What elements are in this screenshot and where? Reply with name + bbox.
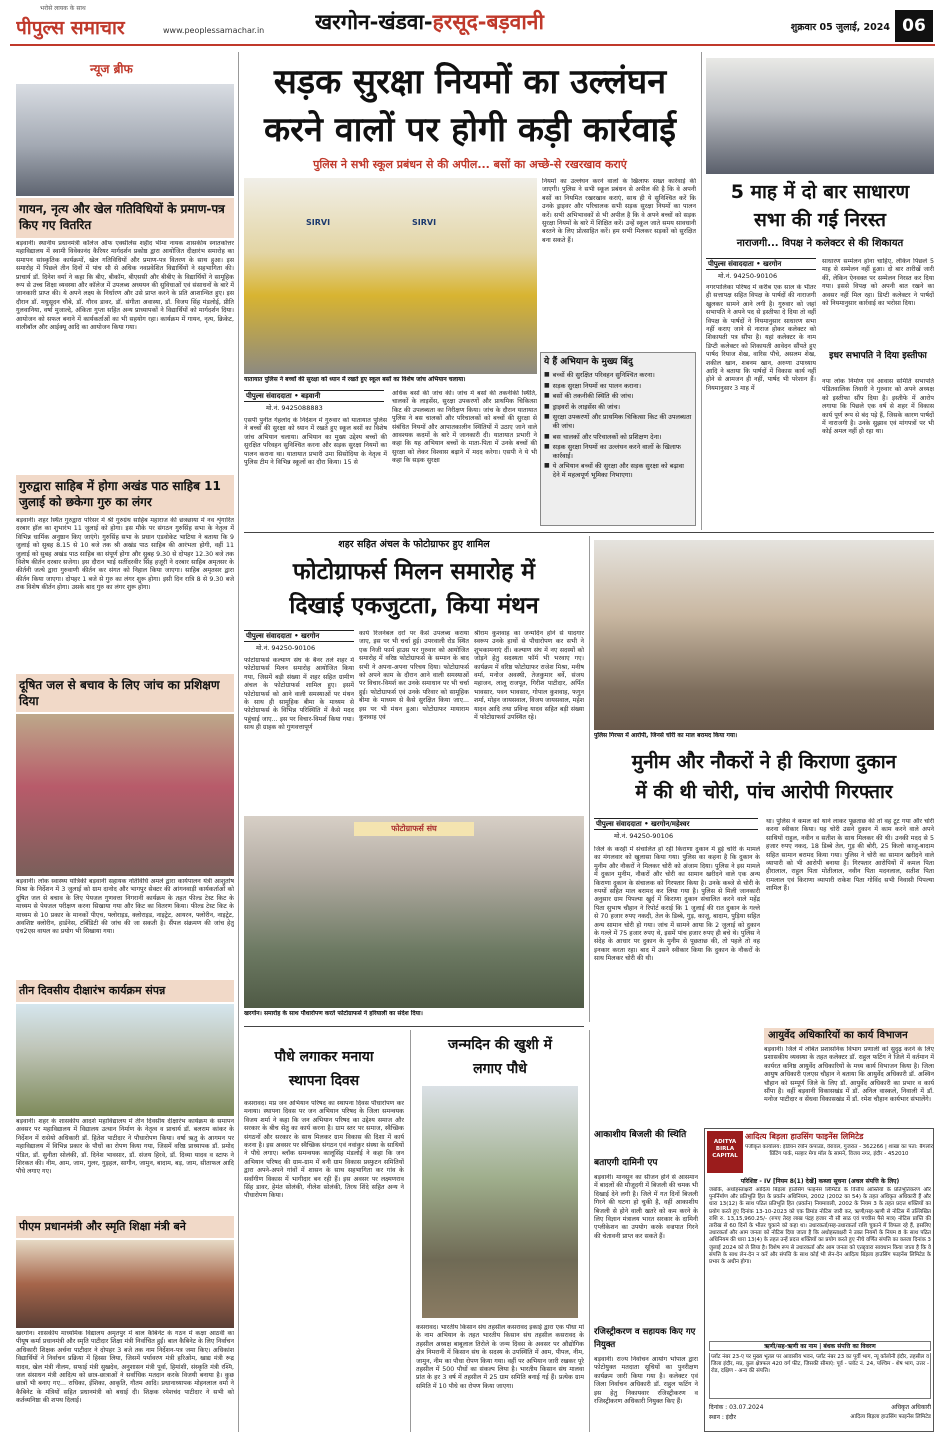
- brief-headline-4: तीन दिवसीय दीक्षारंभ कार्यक्रम संपन्न: [16, 980, 234, 1002]
- ad-place: स्थान : इंदौर: [709, 1414, 736, 1421]
- lead-point: ■ ये अभियान बच्चों की सुरक्षा और सड़क सुरक्षा को बढ़ावा देने में महत्वपूर्ण भूमिका निभाएगा।: [544, 462, 692, 479]
- ayurveda-body: बड़वानी। जिले में लंबित प्रशासनिक विभाग प्रणाली को सुदृढ़ करने के लिए प्रशासकीय व्यवस्था के तहत कलेक्टर डॉ. राहुल फटिंग ने जिले में वर्तमान में कार्यरत कनिष्ठ आयुर्वेद अधिकारियों के मध्य कार्य विभाजन किया है। जिला आयुष अधिकारी एलएस चौहान ने बताया कि आयुर्वेद अधिकारी डॉ. अश्विन चौहान को सम्पूर्ण जिले के लिए डॉ. आयुर्वेद अधिकारी का प्रभार व कार्य सौंपा है। वहीं बड़वानी विकासखंड में डॉ. अनिल वास्कले, निवाली में डॉ. मनोज पाटीदार व सेंधवा विकासखंड में डॉ. रमेश चौहान कार्यभार संभालेंगे।: [764, 1046, 934, 1104]
- brief-body-2: बड़वानी। शहर स्थित गुरुद्वारा परिसर में श्री गुरुग्रंथ साहिब महाराज की छत्रछाया में नव शृंगारित दरबार हॉल का शुभारंभ 11 जुलाई को होगा। इस मौके पर संगठन गुरुसिंह सभा के नेतृत्व में विभिन्न धार्मिक अनुष्ठान किए जाएंगे। गुरुसिंह सभा के प्रधान एडवोकेट भाटिया ने बताया कि 9 जुलाई को सुबह 8.15 से 10 बजे तक श्री अखंड पाठ साहिब की आरंभता होगी, वहीं 11 जुलाई को सुबह अखंड पाठ साहिब का संपूर्ण होगा और सुबह 9.30 से दोपहर 12.30 बजे तक विशेष कीर्तन दरबार सजेगा। इस दौरान भाई सतींदरवीर सिंह हजूरी ने दरबार साहिब अमृतसर के कीर्तनी जत्थे द्वारा गुरुवाणी कीर्तन कर संगत को निहाल किया जाएगा। साहिब अमृतसर द्वारा कीर्तन किया जाएगा। दोपहर 1 बजे से गुरु का लंगर शुरू होगा। इसी दिन रात्रि 8 से 9.30 बजे तक विशेष कीर्तन होगा। उसके बाद गुरु का लंगर शुरू होगा।: [16, 517, 234, 592]
- column-divider-photog: [589, 536, 590, 1022]
- lead-points-title: ये हैं अभियान के मुख्य बिंदु: [544, 357, 633, 367]
- theft-headline-1: मुनीम और नौकरों ने ही किराणा दुकान: [631, 751, 897, 773]
- lead-point: ■ बसों की तकनीकी स्थिति की जांच।: [544, 392, 692, 401]
- photographers-body-1: फोटोग्राफर्स कल्याण संघ के बैनर तले शहर में फोटोग्राफर्स मिलन समारोह आयोजित किया गया, जिसमें बड़ी संख्या में शहर सहित ग्रामीण अंचल के फोटोग्राफर्स शामिल हुए। इसमें फोटोग्राफर्स को आने वाली समस्याओं पर मंथन के साथ ही सामूहिक बीमा के माध्यम से फोटोग्राफर्स के विभिन्न परिस्थिति में कैसे मदद पहुंचाई जाए... इस पर विचार-विमर्श किया गया। साथ ही ग्राहक को गुणवत्तापूर्ण: [244, 657, 354, 732]
- council-byline: पीपुल्स संवाददाता • खरगोन: [706, 258, 816, 270]
- lead-headline-1: सड़क सुरक्षा नियमों का उल्लंघन: [273, 62, 667, 102]
- council-phone: मो.नं. 94250-90106: [718, 272, 778, 280]
- tree1-headline-2: स्थापना दिवस: [288, 1073, 360, 1089]
- ad-table-head: ऋणी/सह-ऋणी का नाम | बंधक संपत्ति का विवरण: [709, 1341, 931, 1351]
- lead-point: ■ सड़क सुरक्षा नियमों का उल्लंघन करने वालों के खिलाफ कार्रवाई।: [544, 443, 692, 460]
- brief-headline-3: दूषित जल से बचाव के लिए जांच का प्रशिक्षण दिया: [16, 674, 234, 712]
- tree2-body: कसरावद। भारतीय किसान संघ तहसील कसरावद इकाई द्वारा एक पौधा मां के नाम अभियान के तहत भारतीय किसान संघ तहसील कसरावद के तहसील अध्यक्ष बाबूलाल तिरोले के जन्म दिवस के अवसर पर औद्योगिक क्षेत्र निमरानी में किसान संघ के सदस्य के उपस्थिति में आम, पीपल, नीम, जामुन, नीम का पौधा रोपण किया गया। वहीं पर अभियान जारी रखकर पूरे तहसील में 500 पौधों का संकल्प लिया है। भारतीय किसान संघ मालवा प्रांत के हर 3 वर्ष में तहसील में 25 ग्राम समिति बनाई गई हैं। प्रत्येक ग्राम समिति में 10 पौधे का रोपण किया जाएगा।: [416, 1324, 584, 1390]
- column-divider-tree: [410, 1030, 411, 1432]
- advertisement: [704, 1128, 934, 1432]
- photographers-headline-1: फोटोग्राफर्स मिलन समारोह में: [292, 559, 536, 585]
- masthead: [0, 0, 945, 48]
- theft-headline-2: में की थी चोरी, पांच आरोपी गिरफ्तार: [635, 781, 893, 803]
- council-subhead: नाराजगी... विपक्ष ने कलेक्टर से की शिकायत: [736, 238, 904, 249]
- ad-header: [705, 1129, 934, 1175]
- lightning-story: [594, 1128, 698, 1432]
- ad-signatory: अधिकृत अधिकारी: [891, 1404, 931, 1411]
- tree2-photo: [422, 1086, 578, 1318]
- ad-date: दिनांक : 03.07.2024: [709, 1404, 764, 1411]
- council-photo: [706, 58, 934, 174]
- lead-story: [244, 52, 696, 530]
- ad-title: आदित्य बिड़ला हाउसिंग फाइनेंस लिमिटेड: [745, 1132, 864, 1141]
- tree1-headline-1: पौधे लगाकर मनाया: [274, 1049, 374, 1065]
- column-divider-lightning: [589, 1030, 590, 1432]
- logo-text: पीपुल्स समाचार: [16, 17, 125, 39]
- ad-notice-body: जबकि, अधोहस्ताक्षरी आदित्य बिड़ला हाउसिंग फाइनेंस लिमिटेड के वित्तीय आस्तियों के प्रतिभूतिकरण और पुनर्निर्माण और प्रतिभूति हित के प्रवर्तन अधिनियम, 2002 (2002 का 54) के तहत अधिकृत अधिकारी हैं और धारा 13(12) के साथ पठित प्रतिभूति हित (प्रवर्तन) नियमावली, 2002 के नियम 3 के तहत प्रदत्त शक्तियों का प्रयोग करते हुए दिनांक 13-10-2023 को एक डिमांड नोटिस जारी कर, ऋणी/सह-ऋणी से नोटिस में उल्लिखित राशि रु. 13,15,960.25/- (रुपए तेरह लाख पंद्रह हजार नौ सौ साठ एवं पच्चीस पैसे मात्र) नोटिस प्राप्ति की तारीख से 60 दिनों के भीतर चुकाने को कहा था। उधारकर्ता/सह-उधारकर्ता राशि चुकाने में विफल रहे हैं, इसलिए उधारकर्ता और आम जनता को नोटिस दिया जाता है कि अधोहस्ताक्षरी ने उक्त नियमों के नियम 8 के साथ पठित अधिनियम की धारा 13(4) के तहत उन्हें प्रदत्त शक्तियों का प्रयोग करते हुए नीचे वर्णित संपत्ति का कब्जा दिनांक 3 जुलाई 2024 को ले लिया है। विशेष रूप से उधारकर्ता और आम जनता को एतद्द्वारा सावधान किया जाता है कि वे संपत्ति के साथ लेन-देन न करें और संपत्ति के साथ कोई भी लेन-देन आदित्य बिड़ला हाउसिंग फाइनेंस लिमिटेड के प्रभार के अधीन होगा।: [709, 1187, 931, 1266]
- brief-headline-2: गुरुद्वारा साहिब में होगा अखंड पाठ साहिब 11 जुलाई को छकेगा गुरु का लंगर: [16, 475, 234, 515]
- region-banner: [315, 8, 735, 44]
- photographers-kicker: शहर सहित अंचल के फोटोग्राफर हुए शामिल: [338, 539, 490, 550]
- issue-date: शुक्रवार 05 जुलाई, 2024: [790, 22, 890, 33]
- website[interactable]: www.peoplessamachar.in: [163, 26, 265, 35]
- lead-photo: [244, 178, 537, 374]
- lead-body-2: अधिक बसों की जांच की। जांच में बसों की तकनीकी स्थिति, चालकों के लाइसेंस, सुरक्षा उपकरणों और प्राथमिक चिकित्सा किट की उपलब्धता का निरीक्षण किया। जांच के दौरान यातायात पुलिस ने बस चालकों और परिचालकों को बच्चों की सुरक्षा से संबंधित नियमों और आपातकालीन स्थितियों में उठाए जाने वाले आवश्यक कदमों के बारे में जानकारी दी। यातायात प्रभारी ने कहा कि यह अभियान बच्चों के माता-पिता में उनके बच्चों की सुरक्षा को लेकर विश्वास बढ़ाने में मदद करेगा। एसपी ने ये भी कहा कि सड़क सुरक्षा: [392, 390, 537, 465]
- theft-byline: पीपुल्स संवाददाता • खरगोन/महेश्वर: [594, 818, 758, 830]
- ad-notice-title: परिशिष्ट - IV [नियम 8(1) देखें] कब्जा सूचना (अचल संपत्ति के लिए): [740, 1178, 900, 1185]
- council-box-title: इधर सभापति ने दिया इस्तीफा: [829, 351, 927, 361]
- brief-body-5: खरगोन। शासकीय माध्यमिक विद्यालय अमृतपुर में बाल कैबिनेट के गठन में कक्षा आठवीं का पीयूष कर्मा प्रधानमंत्री और स्मृति पाटीदार शिक्षा मंत्री निर्वाचित हुईं। बाल कैबिनेट के लिए निर्वाचन अधिकारी शिक्षक अर्चना पाटीदार ने दोपहर 3 बजे तक नाम निर्देशन-पत्र जमा किए। अधिकांश विद्यार्थियों ने निर्वाचन प्रक्रिया में हिस्सा लिया, जिसमें पर्यावरण मंत्री हरिओम, खाद्य मंत्री रूद्र यादव, खेल मंत्री नीलम, सफाई मंत्री सुखदेव, अनुशासन मंत्री पूर्वा, हिमांशी, संस्कृति मंत्री रश्मि, जल संसाधन मंत्री आदित्य को छात्र-छात्राओं ने सर्वाधिक मतदान करके विजयी बनाया है। कुछ छात्रों भी बनाए गए... राधिका, ईशिका, आकृति, गौतम आदि। प्रधानाध्यापक मोहनलाल वर्मा ने कैबिनेट के मंत्रियों सहित प्रधानमंत्री को बधाई दी। शिक्षक रमेशचंद पाटीदार ने सभी को कर्तव्यनिष्ठा की शपथ दिलाई।: [16, 1330, 234, 1405]
- council-body-1: नगरपालिका परिषद में करीब एक साल के भीतर ही सत्तापक्ष सहित विपक्ष के पार्षदों की नाराजगी खुलकर सामने आने लगी है। गुरुवार को जहां सभापति ने अपने पद से इस्तीफा दे दिया तो वहीं विपक्ष के पार्षदों ने नियमानुसार साधारण सभा नहीं कराए जाने से नाराज होकर कलेक्टर को शिकायती पत्र सौंपा है। यहां कलेक्टर के नाम डिप्टी कलेक्टर को शिकायती आवेदन सौंपते हुए पार्षद रियाज शेख, वारिस पौचे, असलम शेख, शकील खान, शबनम खान, अरुणा उपाध्याय आदि ने बताया कि पार्षदों में विकास कार्य नहीं होने से आमजन ही नहीं, पार्षद भी परेशान हैं। नियमानुसार 3 माह में: [706, 284, 816, 392]
- council-box-body: नपा लोक निर्माण एवं आवास समिति सभापति पंडितवालिक तिवारी ने गुरुवार को अपने अध्यक्ष को इस्तीफा सौंप दिया है। इस्तीफे में आरोप लगाया कि पिछले एक वर्ष से शहर में विकास कार्य पूर्ण रूप से बंद पड़े हैं, जिसके कारण पार्षदों में नाराजगी है। उनके सुझाव एवं मांगपत्रों पर भी कोई अमल नहीं हो रहा था।: [822, 378, 934, 436]
- bus-label: SIRVI: [306, 218, 331, 227]
- tree-story-1: [244, 1030, 404, 1432]
- lightning-headline-2: बताएगी दामिनी एप: [594, 1158, 658, 1168]
- tree1-body: कसरावद। मप्र जन अभियान परिषद का स्थापना दिवस पौधारोपण कर मनाया। स्थापना दिवस पर जन अभियान परिषद के जिला समन्वयक विजय शर्मा ने कहा कि जन अभियान परिषद का उद्देश्य समाज और सरकार के बीच सेतु का कार्य करना है। ग्राम स्तर पर समाज, स्वैच्छिक संगठनों और सरकार के साथ मिलकर ग्राम विकास की दिशा में कार्य करना है। इस अवसर पर स्वैच्छिक संगठन एवं नवांकुर संस्था के साथियों ने पौधे लगाए। ब्लॉक समन्वयक कालूसिंह मंडलोई ने कहा कि जन अभियान परिषद की ग्राम-ग्राम में बनी ग्राम विकास प्रस्फुटन समितियों द्वारा अपने-अपने गांवों में शासन के साथ सहभागिता कर गांव के सर्वांगीण विकास में भागीदार बन रही हैं। इस अवसर पर लक्ष्मणराव सिंह डावर, हेमंत सोलंकी, नीलेश सोलंकी, तिरथ शिंदे सहित अन्य ने पौधारोपण किया।: [244, 1100, 404, 1200]
- column-divider-mid: [701, 52, 702, 530]
- tree2-headline-1: जन्मदिन की खुशी में: [447, 1037, 552, 1053]
- ad-brand-logo: ADITYA BIRLA CAPITAL: [707, 1131, 743, 1173]
- council-headline-1: 5 माह में दो बार साधारण: [730, 181, 910, 203]
- photographers-photo: [244, 816, 584, 1008]
- section-rule-2: [244, 1026, 584, 1027]
- ad-header-text: पंजीकृत कार्यालय: इंडियन रेयॉन कंपाउंड, वेरावल, गुजरात - 362266 | शाखा का पता: बैंगलोर प्रिंटिंग पार्क, मल्हार मेगा मॉल के सामने, विजय नगर, इंदौर - 452010: [745, 1144, 933, 1158]
- brief-body-3: बड़वानी। लोक स्वास्थ्य यांत्रिकी बड़वानी सहायक नतिविधि अमले द्वारा कार्यपालन यंत्री आशुतोष मिश्रा के निर्देशन में 3 जुलाई को ग्राम दानोद और भागपुर सेक्टर की आंगनवाड़ी कार्यकर्ताओं को दूषित जल से बचाव के लिए पेयजल गुणवत्ता निगरानी कार्यक्रम के तहत फील्ड टेस्ट किट के माध्यम से पेयजल परीक्षण करना सिखाया गया और किट का वितरण किया। फील्ड टेस्ट किट के माध्यम से 10 प्रकार के मानकों पीएच, फ्लोराइड, क्लोराइड, नाइट्रेट, आयरन, फ्लोरीन, नाइट्रेट, अवशिष्ट क्लोरीन, हार्डनेस, टर्बिडिटी की जांच की जा सकती है। सैंपल संक्रमण की जांच हेतु एच2एस वायल का प्रयोग भी सिखाया गया।: [16, 878, 234, 936]
- lightning-sub-headline: रजिस्ट्रीकरण व सहायक किए गए नियुक्त: [594, 1327, 696, 1350]
- council-story: [706, 52, 934, 530]
- bus-label-2: SIRVI: [412, 218, 437, 227]
- section-rule-1: [244, 532, 934, 533]
- tree-story-2: [416, 1030, 584, 1432]
- photo-banner: फोटोग्राफर्स संघ: [354, 822, 474, 836]
- page-number: 06: [895, 10, 933, 42]
- lightning-body: बड़वानी। मानसून का सीजन होने से आसमान में बादलों की मौजूदगी में बिजली की चमक भी दिखाई देने लगी है। जिले में गत दिनों बिजली गिरने की घटना हो चुकी है, वहीं आकाशीय बिजली से होने वाली खतरे को कम करने के लिए विज्ञान मंत्रालय भारत सरकार के दामिनी एप्लीकेशन का उपयोग करके वज्रपात गिरने की चेतावनी प्राप्त कर सकते हैं।: [594, 1174, 698, 1240]
- theft-phone: मो.नं. 94250-90106: [614, 832, 674, 840]
- photographers-body-3: श्रीराम कुशवाह का जन्मदिन होने से यादगार स्वरूप उनके हाथों से पौधारोपण कर सभी ने शुभकामनाएं दीं। कल्याण संघ में नए सदस्यों को जोड़ने हेतु सदस्यता फॉर्म भी भरवाए गए। कार्यक्रम में वरिष्ठ फोटोग्राफर राजेश मिश्रा, मनीष वर्मा, मनोज अवस्थी, तेजकुमार बर्वे, संजय महाजन, लालू राजपूत, गिरीश पाटीदार, अर्पित भावसार, पवन भावसार, गोपाल कुशवाह, फगुन शर्मा, मोहन जायसवाल, विजय जायसवाल, महेश यादव आदि तथा प्रविन्द्र यादव सहित बड़ी संख्या में फोटोग्राफर्स उपस्थित रहे।: [474, 630, 584, 722]
- ayurveda-headline: आयुर्वेद अधिकारियों का कार्य विभाजन: [764, 1028, 934, 1044]
- photographers-phone: मो.नं. 94250-90106: [256, 644, 316, 652]
- region-red: हरसूद-बड़वानी: [432, 10, 544, 34]
- lead-byline: पीपुल्स संवाददाता • बड़वानी: [244, 390, 384, 402]
- lead-headline-2: करने वालों पर होगी कड़ी कार्रवाई: [263, 110, 676, 150]
- tree2-headline-2: लगाए पौधे: [473, 1061, 527, 1077]
- logo-tagline: भरोसे लायक के साथ: [40, 5, 86, 12]
- ad-signatory-org: आदित्य बिड़ला हाउसिंग फाइनेंस लिमिटेड: [850, 1414, 931, 1420]
- lightning-headline-1: आकाशीय बिजली की स्थिति: [594, 1130, 687, 1140]
- theft-story: [594, 536, 934, 1022]
- lead-point: ■ ड्राइवरों के लाइसेंस की जांच।: [544, 403, 692, 412]
- photographers-caption: खरगोन। समारोह के साथ पौधारोपण करते फोटोग्राफर्स ने हरियाली का संदेश दिया।: [244, 1010, 584, 1020]
- theft-photo-caption: पुलिस गिरफ्त में आरोपी, जिनसे चोरी का माल बरामद किया गया।: [594, 732, 934, 742]
- photographers-body-2: कार्य रिजनेबल दरों पर कैसे उपलब्ध कराया जाए, इस पर भी चर्चा हुई। उपरवाली रोड स्थित एक निजी फार्म हाउस पर गुरुवार को आयोजित समारोह में वरिष्ठ फोटोग्राफर्स के सम्मान के बाद सभी ने अपना-अपना परिचय दिया। फोटोग्राफर्स को अपने काम के दौरान आने वाली समस्याओं पर विचार-विमर्श कर उनके समाधान पर भी चर्चा हुई। फोटोग्राफर्स एवं उनके परिवार को सामूहिक बीमा के माध्यम से कैसे सुरक्षित किया जाए... इस पर भी मंथन हुआ। फोटोग्राफर मायाराम कुशवाह एवं: [359, 630, 469, 722]
- news-brief-label: न्यूज ब्रीफ: [90, 62, 133, 76]
- masthead-rule: [10, 44, 935, 46]
- lead-phone: मो.नं. 9425088883: [266, 404, 323, 412]
- lead-point: ■ सुरक्षा उपकरणों और प्राथमिक चिकित्सा किट की उपलब्धता की जांच।: [544, 413, 692, 430]
- council-headline-2: सभा की गई निरस्त: [754, 209, 886, 231]
- news-brief-column: [16, 52, 234, 1432]
- theft-photo: [594, 540, 934, 730]
- lead-point: ■ बच्चों की सुरक्षित परिवहन सुनिश्चित करना।: [544, 371, 692, 380]
- ayurveda-story: [594, 1026, 934, 1126]
- photographers-byline: पीपुल्स संवाददाता • खरगोन: [244, 630, 354, 642]
- photographers-headline-2: दिखाई एकजुटता, किया मंथन: [289, 593, 539, 619]
- brief-headline-1: गायन, नृत्य और खेल गतिविधियों के प्रमाण-पत्र किए गए वितरित: [16, 198, 234, 238]
- council-body-2: साधारण सम्मेलन होना चाहिए, लेकिन पिछले 5 माह से सम्मेलन नहीं हुआ। दो बार तारीखें जारी कीं, लेकिन ऐनवक्त पर सम्मेलन निरस्त कर दिया गया। इससे विपक्ष को अपनी बात रखने का अवसर नहीं मिल रहा। डिप्टी कलेक्टर ने पार्षदों को नियमानुसार कार्रवाई का भरोसा दिया।: [822, 258, 934, 308]
- photographers-story: [244, 536, 584, 1022]
- brief-body-4: बड़वानी। शहर के शासकीय आदर्श महाविद्यालय में तीन दिवसीय दीक्षारंभ कार्यक्रम के समापन अवसर पर महाविद्यालय में विद्यालय उत्थान निर्माण के नेतृत्व व प्राचार्य डॉ. बलराम कांकर के निर्देशन में रासेयो अधिकारी डॉ. हितेश पाटीदार ने पौधारोपण किया। वर्षा ऋतु के आगमन पर महाविद्यालय में विभिन्न प्रकार के पौधों का रोपण किया गया, जिसमें वरिष्ठ प्राध्यापक डॉ. प्रमोद पंडित, डॉ. सुनीता सोलंकी, डॉ. दिनेश भावसार, डॉ. संजय हिरवे, डॉ. दिव्या यादव व स्टाफ ने शिरकत की। नीम, आम, जाम, गुलर, गुड़हल, सागौन, जामुन, बादाम, बड़, जाम, सीताफल आदि पौधे लगाए गए।: [16, 1118, 234, 1176]
- lightning-sub-body: बड़वानी। राज्य निर्वाचन आयोग भोपाल द्वारा फोटोयुक्त मतदाता सूचियों का पुनरीक्षण कार्यक्रम जारी किया गया है। कलेक्टर एवं जिला निर्वाचन अधिकारी डॉ. राहुल फटिंग ने इस हेतु निकायवार रजिस्ट्रीकरण व रजिस्ट्रीकरण अधिकारी नियुक्त किए हैं।: [594, 1356, 698, 1406]
- brief-headline-5: पीएम प्रधानमंत्री और स्मृति शिक्षा मंत्री बने: [16, 1216, 234, 1238]
- brief-photo-3: [16, 714, 234, 876]
- lead-body-3: नियमों का उल्लंघन करने वालों के खिलाफ सख्त कार्रवाई की जाएगी। पुलिस ने सभी स्कूल प्रबंधन से अपील की है कि वे अपनी बसों का नियमित रखरखाव कराएं, साथ ही ये सुनिश्चित करें कि उनके ड्राइवर और परिचालक सभी सड़क सुरक्षा नियमों का पालन करें। सभी अभिभावकों से भी अपील है कि वे अपने बच्चों को सड़क सुरक्षा नियमों के बारे में शिक्षित करें। उन्हें स्कूल जाते समय सावधानी बरतने के लिए प्रोत्साहित करें। हम सभी मिलकर सड़कों को सुरक्षित बना सकते हैं।: [542, 178, 696, 244]
- brief-photo-4: [16, 1004, 234, 1116]
- brief-photo-5: [16, 1240, 234, 1328]
- lead-point: ■ बस चालकों और परिचालकों को प्रशिक्षण देना।: [544, 433, 692, 442]
- theft-body-2: था। पुलिस ने कमल को थाने लाकर पूछताछ की तो वह टूट गया और चोरी करना स्वीकार किया। यह चोरी उसने दुकान में काम करने वाले अपने साथियों राहुल, नवीन व सतीश के साथ मिलकर की थी। उनकी मदद से 5 हजार रुपए नकद, 18 डिब्बे तेल, गुड़ की बोरी, 25 किलो काजू-बादाम सहित सामान बरामद किया गया। पुलिस ने चोरी का सामान खरीदने वाले व्यापारी को भी आरोपी बनाया है। गिरफ्तार आरोपियों में कमल पिता हीरालाल, राहुल पिता मोतीलाल, नवीन पिता मदनलाल, सतीश पिता रामलाल एवं किराणा व्यापारी राकेश पिता गोविंद सभी निवासी पिपल्या शामिल हैं।: [766, 818, 934, 893]
- column-divider-left: [238, 52, 239, 1432]
- lead-points-box: [540, 352, 696, 526]
- lead-point: ■ सड़क सुरक्षा नियमों का पालन कराना।: [544, 382, 692, 391]
- region-black: खरगोन-खंडवा-: [315, 10, 433, 34]
- lead-photo-caption: यातायात पुलिस ने बच्चों की सुरक्षा को ध्यान में रखते हुए स्कूल बसों का विशेष जांच अभियान चलाया।: [244, 376, 537, 386]
- lead-subhead: पुलिस ने सभी स्कूल प्रबंधन से की अपील... बसों का अच्छे-से रखरखाव कराएं: [313, 158, 627, 171]
- theft-body-1: जिले के करही में संचालित हो रही किराणा दुकान में हुई चोरी के मामले का मंगलवार को खुलासा किया गया। पुलिस का कहना है कि दुकान के मुनीम और नौकरों ने मिलकर चोरी को अंजाम दिया। पुलिस ने इस मामले में दुकान मुनीम, नौकरों और चोरी का सामान खरीदने वाले एक अन्य किराणा दुकान के संचालक को गिरफ्तार किया है। उनके कब्जे से चोरी के रुपयों सहित माल बरामद कर लिया गया है। पुलिस से मिली जानकारी अनुसार ग्राम पिपल्या खुर्द में किराणा दुकान संचालित करने वाले महेंद्र पिता सुभाष चौहान ने रिपोर्ट कराई कि 1 जुलाई की रात दुकान के गल्ले से 70 हजार रुपए नकदी, तेल के डिब्बे, गुड़, काजू, बादाम, पुड़िया सहित अन्य सामान चोरी हो गया। जांच में सामने आया कि 2 जुलाई को दुकान के गल्ले में 75 हजार रुपए थे, इसमें पांच हजार रुपए ही बचे थे। पुलिस ने संदेह के आधार पर दुकान के मुनीम से पूछताछ की, तो पहले तो वह इनकार करता रहा। बाद में उसने स्वीकार किया कि दुकान के नौकरों के साथ मिलकर चोरी की थी।: [594, 846, 760, 963]
- lead-body-1: एसपी पुनीत गेहलोद के निर्देशन में गुरुवार को यातायात पुलिस ने बच्चों की सुरक्षा को ध्यान में रखते हुए स्कूल बसों का विशेष जांच अभियान चलाया। अभियान का मुख्य उद्देश्य बच्चों की सुरक्षित परिवहन सुनिश्चित करना और सड़क सुरक्षा नियमों का पालन कराना था। यातायात प्रभारी उमा सिसोदिया के नेतृत्व में पुलिस टीम ने विभिन्न स्कूलों का दौरा किया। 15 से: [244, 417, 387, 467]
- ad-table-body: प्लॉट नंबर 23-ए पर मुख्य भूतल पर आवासीय भवन, प्लॉट नंबर 23 का पूर्वी भाग, न्यू कॉलोनी इंदौर, तहसील व जिला इंदौर, मप्र, कुल क्षेत्रफल 420 वर्ग फीट, जिसकी सीमाएं: पूर्व - प्लॉट नं. 24, पश्चिम - शेष भाग, उत्तर - रोड, दक्षिण - अन्य की संपत्ति।: [709, 1353, 931, 1399]
- brief-body-1: बड़वानी। स्थानीय प्रधानमंत्री कॉलेज ऑफ एक्सीलेंस शहीद भीमा नायक शासकीय स्नातकोत्तर महाविद्यालय में स्वामी विवेकानंद कैरियर मार्गदर्शन प्रकोष्ठ द्वारा आयोजित दीक्षारंभ समारोह का समापन सांस्कृतिक कार्यक्रमों, खेल गतिविधियों और प्रमाण-पत्र वितरण के साथ हुआ। इस समारोह में पिछले तीन दिनों में पांच सौ से अधिक नवप्रवेशित विद्यार्थियों ने सहभागिता की। प्राचार्य डॉ. दिनेश वर्मा ने कहा कि बीए, बीकॉम, बीएससी और बीबीए के विद्यार्थियों ने सामूहिक रूप से उच्च शिक्षा व्यवस्था और कॉलेज में उपलब्ध अध्ययन की सुविधाओं एवं संसाधनों के बारे में जानकारी प्राप्त की। ये अपने लक्ष्य के निर्धारण और उसे प्राप्त करने के प्रति आशान्वित हुए। इस दौरान डॉ. मधुसूदन चौबे, डॉ. गौरव डावर, डॉ. संगीता अवास्या, डॉ. विजय सिंह मंडलोई, प्रीति गुलवानिया, वर्षा मुजाल्दे, अंकिता गुप्ता सहित अन्य प्राध्यापकों ने विद्यार्थियों को मार्गदर्शन दिया। आयोजन को सफल बनाने में कार्यकर्ताओं का भी सहयोग रहा। कार्यक्रम में गायन, नृत्य, क्रिकेट, वालीबॉल और आईक्यू आदि का आयोजन किया गया।: [16, 240, 234, 332]
- brief-photo-1: [16, 84, 234, 196]
